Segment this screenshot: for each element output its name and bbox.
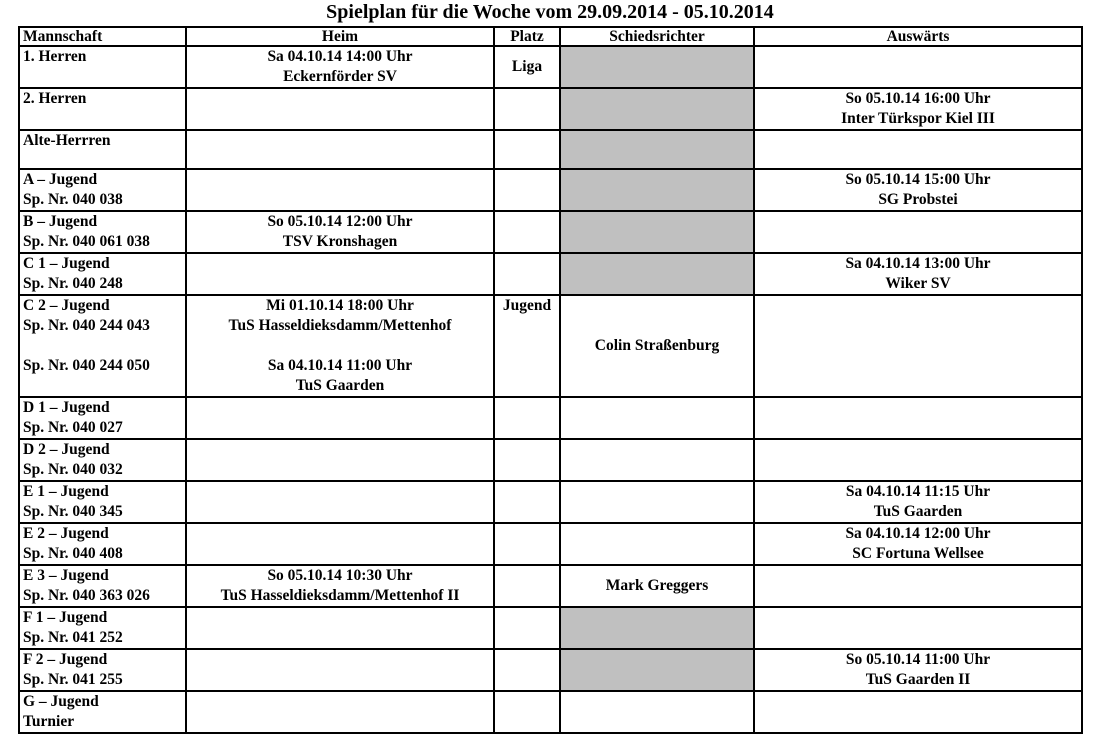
platz-cell bbox=[494, 607, 560, 649]
home-cell bbox=[186, 169, 494, 211]
table-row bbox=[19, 88, 1082, 130]
table-row bbox=[19, 565, 1082, 607]
team-name: 1. Herren bbox=[23, 48, 87, 65]
table-row bbox=[19, 649, 1082, 691]
home-time: So 05.10.14 12:00 Uhr bbox=[267, 213, 413, 230]
away-cell bbox=[754, 481, 1082, 523]
team-name: 2. Herren bbox=[23, 90, 87, 107]
home-cell bbox=[186, 46, 494, 88]
home-opponent: TSV Kronshagen bbox=[282, 233, 398, 250]
home-cell bbox=[186, 607, 494, 649]
referee-cell bbox=[560, 691, 754, 733]
away-time: So 05.10.14 15:00 Uhr bbox=[845, 171, 991, 188]
platz-cell bbox=[494, 253, 560, 295]
away-time: So 05.10.14 16:00 Uhr bbox=[845, 90, 991, 107]
away-cell bbox=[754, 523, 1082, 565]
header-heim: Heim bbox=[186, 27, 494, 46]
home-cell bbox=[186, 397, 494, 439]
table-row bbox=[19, 46, 1082, 88]
team-number: Sp. Nr. 040 244 043 bbox=[23, 317, 150, 334]
header-mannschaft: Mannschaft bbox=[19, 27, 186, 46]
team-cell bbox=[19, 481, 186, 523]
away-cell bbox=[754, 397, 1082, 439]
away-cell bbox=[754, 607, 1082, 649]
header-schiedsrichter: Schiedsrichter bbox=[560, 27, 754, 46]
home-cell bbox=[186, 211, 494, 253]
home-opponent: TuS Gaarden bbox=[295, 377, 385, 394]
team-number: Sp. Nr. 040 038 bbox=[23, 191, 123, 208]
header-platz: Platz bbox=[494, 27, 560, 46]
away-cell bbox=[754, 649, 1082, 691]
referee-cell bbox=[560, 88, 754, 130]
referee-cell bbox=[560, 253, 754, 295]
away-time: Sa 04.10.14 11:15 Uhr bbox=[845, 483, 991, 500]
team-cell bbox=[19, 88, 186, 130]
away-time: Sa 04.10.14 13:00 Uhr bbox=[845, 255, 991, 272]
referee-cell: Colin Straßenburg bbox=[560, 295, 754, 397]
team-number: Sp. Nr. 040 408 bbox=[23, 545, 123, 562]
team-cell bbox=[19, 295, 186, 397]
team-name: C 1 – Jugend bbox=[23, 255, 110, 272]
team-number: Sp. Nr. 041 255 bbox=[23, 671, 123, 688]
team-cell bbox=[19, 439, 186, 481]
table-row bbox=[19, 691, 1082, 733]
home-opponent: Eckernförder SV bbox=[283, 68, 397, 85]
home-opponent: TuS Hasseldieksdamm/Mettenhof II bbox=[220, 587, 460, 604]
away-cell bbox=[754, 130, 1082, 169]
away-cell bbox=[754, 439, 1082, 481]
table-row bbox=[19, 253, 1082, 295]
table-row bbox=[19, 481, 1082, 523]
away-cell bbox=[754, 253, 1082, 295]
table-row bbox=[19, 211, 1082, 253]
home-cell bbox=[186, 253, 494, 295]
home-cell bbox=[186, 649, 494, 691]
team-name: F 2 – Jugend bbox=[23, 651, 108, 668]
platz-cell bbox=[494, 691, 560, 733]
away-cell bbox=[754, 211, 1082, 253]
away-opponent: TuS Gaarden bbox=[873, 503, 963, 520]
referee-cell bbox=[560, 169, 754, 211]
referee-cell bbox=[560, 46, 754, 88]
table-row bbox=[19, 397, 1082, 439]
away-cell bbox=[754, 565, 1082, 607]
team-cell bbox=[19, 607, 186, 649]
table-row bbox=[19, 295, 1082, 397]
team-cell bbox=[19, 130, 186, 169]
home-cell bbox=[186, 439, 494, 481]
header-row bbox=[19, 27, 1082, 46]
table-row bbox=[19, 130, 1082, 169]
platz-cell bbox=[494, 88, 560, 130]
team-name: A – Jugend bbox=[23, 171, 98, 188]
team-name: C 2 – Jugend bbox=[23, 297, 110, 314]
team-cell bbox=[19, 169, 186, 211]
away-cell bbox=[754, 295, 1082, 397]
team-number: Sp. Nr. 040 061 038 bbox=[23, 233, 150, 250]
table-row bbox=[19, 607, 1082, 649]
table-row bbox=[19, 169, 1082, 211]
home-cell bbox=[186, 691, 494, 733]
team-cell bbox=[19, 523, 186, 565]
team-name: Alte-Herrren bbox=[23, 132, 111, 149]
page-title: Spielplan für die Woche vom 29.09.2014 - 05.10.2014 bbox=[326, 1, 774, 23]
away-cell bbox=[754, 169, 1082, 211]
home-opponent: TuS Hasseldieksdamm/Mettenhof bbox=[228, 317, 452, 334]
team-name: D 2 – Jugend bbox=[23, 441, 110, 458]
team-cell bbox=[19, 46, 186, 88]
team-name: E 2 – Jugend bbox=[23, 525, 109, 542]
team-name: E 3 – Jugend bbox=[23, 567, 109, 584]
platz-cell bbox=[494, 397, 560, 439]
header-auswaerts: Auswärts bbox=[754, 27, 1082, 46]
home-time: Sa 04.10.14 11:00 Uhr bbox=[267, 357, 413, 374]
referee-cell bbox=[560, 397, 754, 439]
team-cell bbox=[19, 253, 186, 295]
referee-cell bbox=[560, 130, 754, 169]
platz-cell: Liga bbox=[494, 46, 560, 88]
team-cell bbox=[19, 397, 186, 439]
table-row bbox=[19, 439, 1082, 481]
team-name: F 1 – Jugend bbox=[23, 609, 108, 626]
team-number: Sp. Nr. 040 032 bbox=[23, 461, 123, 478]
team-cell bbox=[19, 565, 186, 607]
away-opponent: TuS Gaarden II bbox=[865, 671, 971, 688]
table-row bbox=[19, 523, 1082, 565]
platz-cell bbox=[494, 211, 560, 253]
platz-cell bbox=[494, 565, 560, 607]
away-time: Sa 04.10.14 12:00 Uhr bbox=[845, 525, 991, 542]
team-cell bbox=[19, 649, 186, 691]
platz-cell bbox=[494, 439, 560, 481]
team-number: Sp. Nr. 041 252 bbox=[23, 629, 123, 646]
team-cell bbox=[19, 691, 186, 733]
team-number: Sp. Nr. 040 244 050 bbox=[23, 357, 150, 374]
home-cell bbox=[186, 481, 494, 523]
referee-cell bbox=[560, 211, 754, 253]
home-time: Mi 01.10.14 18:00 Uhr bbox=[266, 297, 414, 314]
away-opponent: Wiker SV bbox=[885, 275, 951, 292]
team-number: Sp. Nr. 040 363 026 bbox=[23, 587, 150, 604]
schedule-table bbox=[18, 26, 1083, 734]
team-name: D 1 – Jugend bbox=[23, 399, 110, 416]
team-name: G – Jugend bbox=[23, 693, 99, 710]
away-cell bbox=[754, 88, 1082, 130]
referee-cell bbox=[560, 481, 754, 523]
away-cell bbox=[754, 46, 1082, 88]
away-cell bbox=[754, 691, 1082, 733]
team-number: Sp. Nr. 040 345 bbox=[23, 503, 123, 520]
team-cell bbox=[19, 211, 186, 253]
platz-cell bbox=[494, 523, 560, 565]
referee-cell bbox=[560, 523, 754, 565]
team-number: Turnier bbox=[23, 713, 75, 730]
team-number: Sp. Nr. 040 248 bbox=[23, 275, 123, 292]
home-cell bbox=[186, 565, 494, 607]
home-cell bbox=[186, 130, 494, 169]
referee-cell bbox=[560, 607, 754, 649]
away-opponent: Inter Türkspor Kiel III bbox=[841, 110, 995, 127]
team-name: E 1 – Jugend bbox=[23, 483, 109, 500]
referee-cell bbox=[560, 439, 754, 481]
platz-cell: Jugend bbox=[494, 295, 560, 397]
referee-cell bbox=[560, 649, 754, 691]
platz-cell bbox=[494, 169, 560, 211]
referee-cell: Mark Greggers bbox=[560, 565, 754, 607]
platz-cell bbox=[494, 649, 560, 691]
home-cell bbox=[186, 88, 494, 130]
home-cell bbox=[186, 295, 494, 397]
home-time: So 05.10.14 10:30 Uhr bbox=[267, 567, 413, 584]
away-opponent: SG Probstei bbox=[878, 191, 958, 208]
away-time: So 05.10.14 11:00 Uhr bbox=[845, 651, 991, 668]
home-cell bbox=[186, 523, 494, 565]
platz-cell bbox=[494, 130, 560, 169]
home-time: Sa 04.10.14 14:00 Uhr bbox=[267, 48, 413, 65]
platz-cell bbox=[494, 481, 560, 523]
away-opponent: SC Fortuna Wellsee bbox=[852, 545, 984, 562]
team-number: Sp. Nr. 040 027 bbox=[23, 419, 123, 436]
team-name: B – Jugend bbox=[23, 213, 98, 230]
